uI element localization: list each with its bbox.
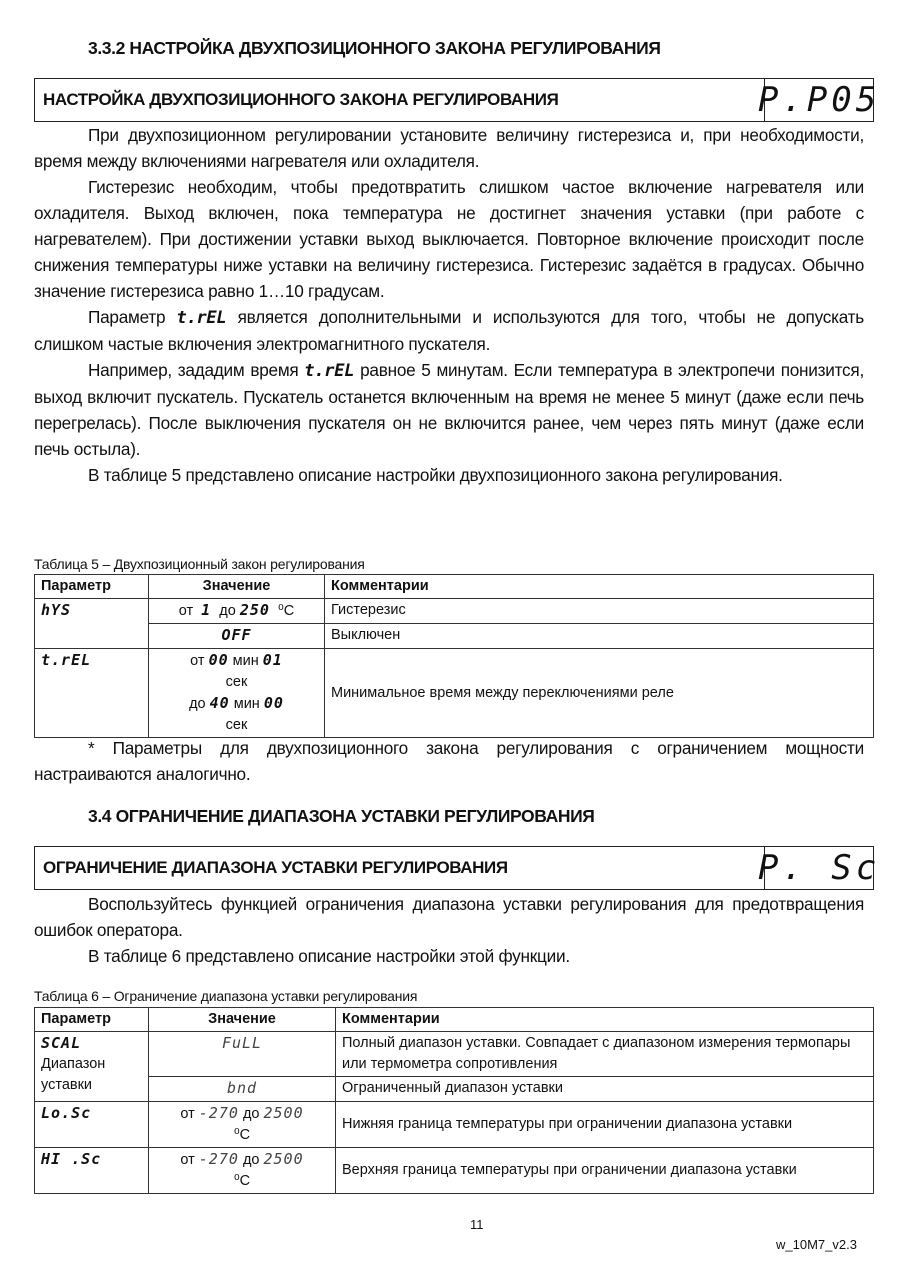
param-cell: hYS bbox=[35, 599, 149, 649]
parameter-box-pp05 bbox=[34, 78, 881, 122]
table-row bbox=[35, 1148, 874, 1194]
column-header: Значение bbox=[149, 1008, 336, 1032]
value-cell: от 1 до 250 ⁰C bbox=[149, 599, 325, 624]
paragraph: В таблице 5 представлено описание настройки двухпозиционного закона регулирования. bbox=[88, 465, 783, 485]
comment-cell: Гистерезис bbox=[325, 599, 874, 624]
document-version: w_10M7_v2.3 bbox=[776, 1237, 857, 1252]
param-code-trel: t.rEL bbox=[304, 361, 355, 381]
indicator-code: P.P05 bbox=[757, 80, 881, 120]
table-row bbox=[35, 599, 874, 624]
section1-body bbox=[34, 122, 864, 488]
note: * Параметры для двухпозиционного закона регулирования с ограничением мощности настраиваются аналогично. bbox=[34, 738, 864, 784]
table-row bbox=[35, 624, 874, 649]
parameter-box-title: НАСТРОЙКА ДВУХПОЗИЦИОННОГО ЗАКОНА РЕГУЛИРОВАНИЯ bbox=[35, 79, 765, 121]
column-header: Параметр bbox=[35, 575, 149, 599]
parameter-box-psc bbox=[34, 846, 881, 890]
table-row bbox=[35, 1032, 874, 1077]
param-cell: HI .Sc bbox=[35, 1148, 149, 1194]
indicator-code: P. Sc bbox=[757, 848, 881, 888]
parameter-box-title: ОГРАНИЧЕНИЕ ДИАПАЗОНА УСТАВКИ РЕГУЛИРОВАНИЯ bbox=[35, 847, 765, 889]
page-number: 11 bbox=[470, 1217, 484, 1232]
table6-caption: Таблица 6 – Ограничение диапазона уставки регулирования bbox=[34, 988, 418, 1004]
param-cell: Lo.Sc bbox=[35, 1102, 149, 1148]
table6 bbox=[34, 1007, 874, 1194]
comment-cell: Полный диапазон уставки. Совпадает с диапазоном измерения термопары или термометра сопротивления bbox=[336, 1032, 874, 1077]
value-cell: от 00 мин 01 сек до 40 мин 00 сек bbox=[149, 649, 325, 738]
column-header: Параметр bbox=[35, 1008, 149, 1032]
comment-cell: Выключен bbox=[325, 624, 874, 649]
table-header-row bbox=[35, 575, 874, 599]
table-row bbox=[35, 1077, 874, 1102]
column-header: Значение bbox=[149, 575, 325, 599]
comment-cell: Минимальное время между переключениями реле bbox=[325, 649, 874, 738]
paragraph: Гистерезис необходим, чтобы предотвратить слишком частое включение нагревателя или охладителя. Выход включен, пока температура не достигнет значения уставки (при работе с нагревателем). При достижении уставки выход выключается. Повторное включение происходит после снижения температуры ниже уставки на величину гистерезиса. Гистерезис задаётся в градусах. Обычно значение гистерезиса равно 1…10 градусам. bbox=[34, 177, 864, 301]
param-code-trel: t.rEL bbox=[176, 308, 227, 328]
param-cell: SCAL Диапазон уставки bbox=[35, 1032, 149, 1102]
paragraph: Воспользуйтесь функцией ограничения диапазона уставки регулирования для предотвращения ошибок оператора. bbox=[34, 894, 864, 940]
value-cell: FuLL bbox=[149, 1032, 336, 1077]
table-row bbox=[35, 1102, 874, 1148]
comment-cell: Ограниченный диапазон уставки bbox=[336, 1077, 874, 1102]
paragraph: В таблице 6 представлено описание настройки этой функции. bbox=[88, 946, 570, 966]
section-heading-3-3-2: 3.3.2 НАСТРОЙКА ДВУХПОЗИЦИОННОГО ЗАКОНА РЕГУЛИРОВАНИЯ bbox=[88, 38, 661, 58]
paragraph: Например, зададим время t.rEL равное 5 минутам. Если температура в электропечи понизится, выход включит пускатель. Пускатель останется включенным на время не менее 5 минут (даже если печь перегрелась). После выключения пускателя он не включится ранее, чем через пять минут (даже если печь остыла). bbox=[34, 360, 864, 459]
value-cell: от -270 до 2500 ⁰C bbox=[149, 1102, 336, 1148]
column-header: Комментарии bbox=[336, 1008, 874, 1032]
param-cell: t.rEL bbox=[35, 649, 149, 738]
comment-cell: Нижняя граница температуры при ограничении диапазона уставки bbox=[336, 1102, 874, 1148]
comment-cell: Верхняя граница температуры при ограничении диапазона уставки bbox=[336, 1148, 874, 1194]
table-row bbox=[35, 649, 874, 738]
column-header: Комментарии bbox=[325, 575, 874, 599]
table-header-row bbox=[35, 1008, 874, 1032]
section-heading-3-4: 3.4 ОГРАНИЧЕНИЕ ДИАПАЗОНА УСТАВКИ РЕГУЛИРОВАНИЯ bbox=[88, 806, 595, 826]
paragraph: Параметр t.rEL является дополнительными и используются для того, чтобы не допускать слишком частые включения электромагнитного пускателя. bbox=[34, 307, 864, 354]
table5-caption: Таблица 5 – Двухпозиционный закон регулирования bbox=[34, 556, 365, 572]
value-cell: от -270 до 2500 ⁰C bbox=[149, 1148, 336, 1194]
value-cell: bnd bbox=[149, 1077, 336, 1102]
table5 bbox=[34, 574, 874, 738]
paragraph: При двухпозиционном регулировании установите величину гистерезиса и, при необходимости, время между включениями нагревателя или охладителя. bbox=[34, 125, 864, 171]
value-cell: OFF bbox=[149, 624, 325, 649]
section2-body bbox=[34, 891, 864, 969]
